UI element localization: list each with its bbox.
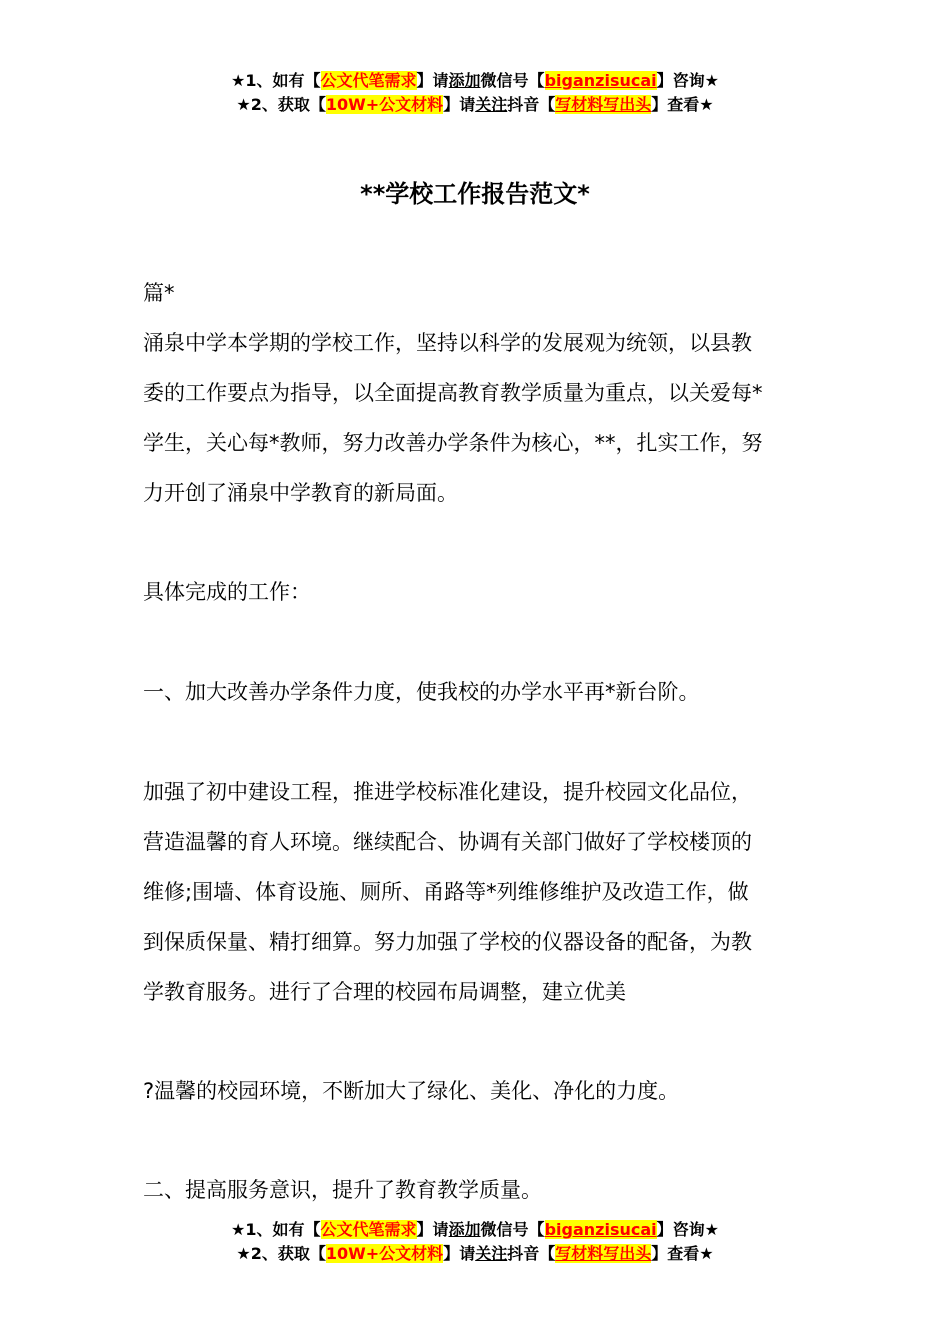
ad-text: 抖音【 [507,95,556,114]
ad-banner-top-line2 [0,94,950,116]
ad-text: ★2、获取【 [236,95,326,114]
section-heading: 二、提高服务意识，提升了教育教学质量。 [143,1178,542,1202]
text-line: 力开创了涌泉中学教育的新局面。 [143,481,458,505]
ad-text: 】咨询★ [656,71,719,90]
ad-text: 】请 [443,1244,476,1263]
text-line: ?温馨的校园环境，不断加大了绿化、美化、净化的力度。 [143,1079,680,1103]
section-heading: 一、加大改善办学条件力度，使我校的办学水平再*新台阶。 [143,680,700,704]
ad-underline: 关注 [475,1244,508,1263]
text-line: 学教育服务。进行了合理的校园布局调整，建立优美 [143,980,626,1004]
ad-text: ★1、如有【 [231,71,321,90]
ad-text: 】请 [443,95,476,114]
ad-text: 微信号【 [480,1220,545,1239]
document-title: **学校工作报告范文* [360,180,590,208]
text-line: 篇* [143,281,175,305]
ad-text: 】请 [416,71,449,90]
text-line: 维修;围墙、体育设施、厕所、甬路等*列维修维护及改造工作，做 [143,880,749,904]
text-line: 加强了初中建设工程，推进学校标准化建设，提升校园文化品位， [143,780,752,804]
ad-banner-top-line1 [0,70,950,92]
ad-douyin-id: 写材料写出头 [555,1244,652,1263]
text-line: 营造温馨的育人环境。继续配合、协调有关部门做好了学校楼顶的 [143,830,752,854]
ad-underline: 关注 [475,95,508,114]
ad-banner-bottom-line1 [0,1219,950,1241]
text-line: 涌泉中学本学期的学校工作，坚持以科学的发展观为统领，以县教 [143,331,752,355]
ad-banner-bottom-line2 [0,1243,950,1265]
ad-text: ★2、获取【 [236,1244,326,1263]
ad-highlight: 公文代笔需求 [320,71,417,90]
ad-text: 】查看★ [651,95,714,114]
ad-wechat-id: biganzisucai [544,71,657,90]
ad-text: 微信号【 [480,71,545,90]
ad-highlight: 10W+公文材料 [325,95,444,114]
ad-text: 】请 [416,1220,449,1239]
text-line: 委的工作要点为指导，以全面提高教育教学质量为重点，以关爱每* [143,381,763,405]
ad-underline: 添加 [448,1220,481,1239]
ad-text: ★1、如有【 [231,1220,321,1239]
ad-douyin-id: 写材料写出头 [555,95,652,114]
text-line: 到保质保量、精打细算。努力加强了学校的仪器设备的配备，为教 [143,930,752,954]
ad-underline: 添加 [448,71,481,90]
text-line: 具体完成的工作： [143,580,311,604]
text-line: 学生，关心每*教师，努力改善办学条件为核心，**，扎实工作，努 [143,431,763,455]
ad-highlight: 10W+公文材料 [325,1244,444,1263]
ad-text: 抖音【 [507,1244,556,1263]
ad-highlight: 公文代笔需求 [320,1220,417,1239]
ad-text: 】咨询★ [656,1220,719,1239]
ad-wechat-id: biganzisucai [544,1220,657,1239]
ad-text: 】查看★ [651,1244,714,1263]
